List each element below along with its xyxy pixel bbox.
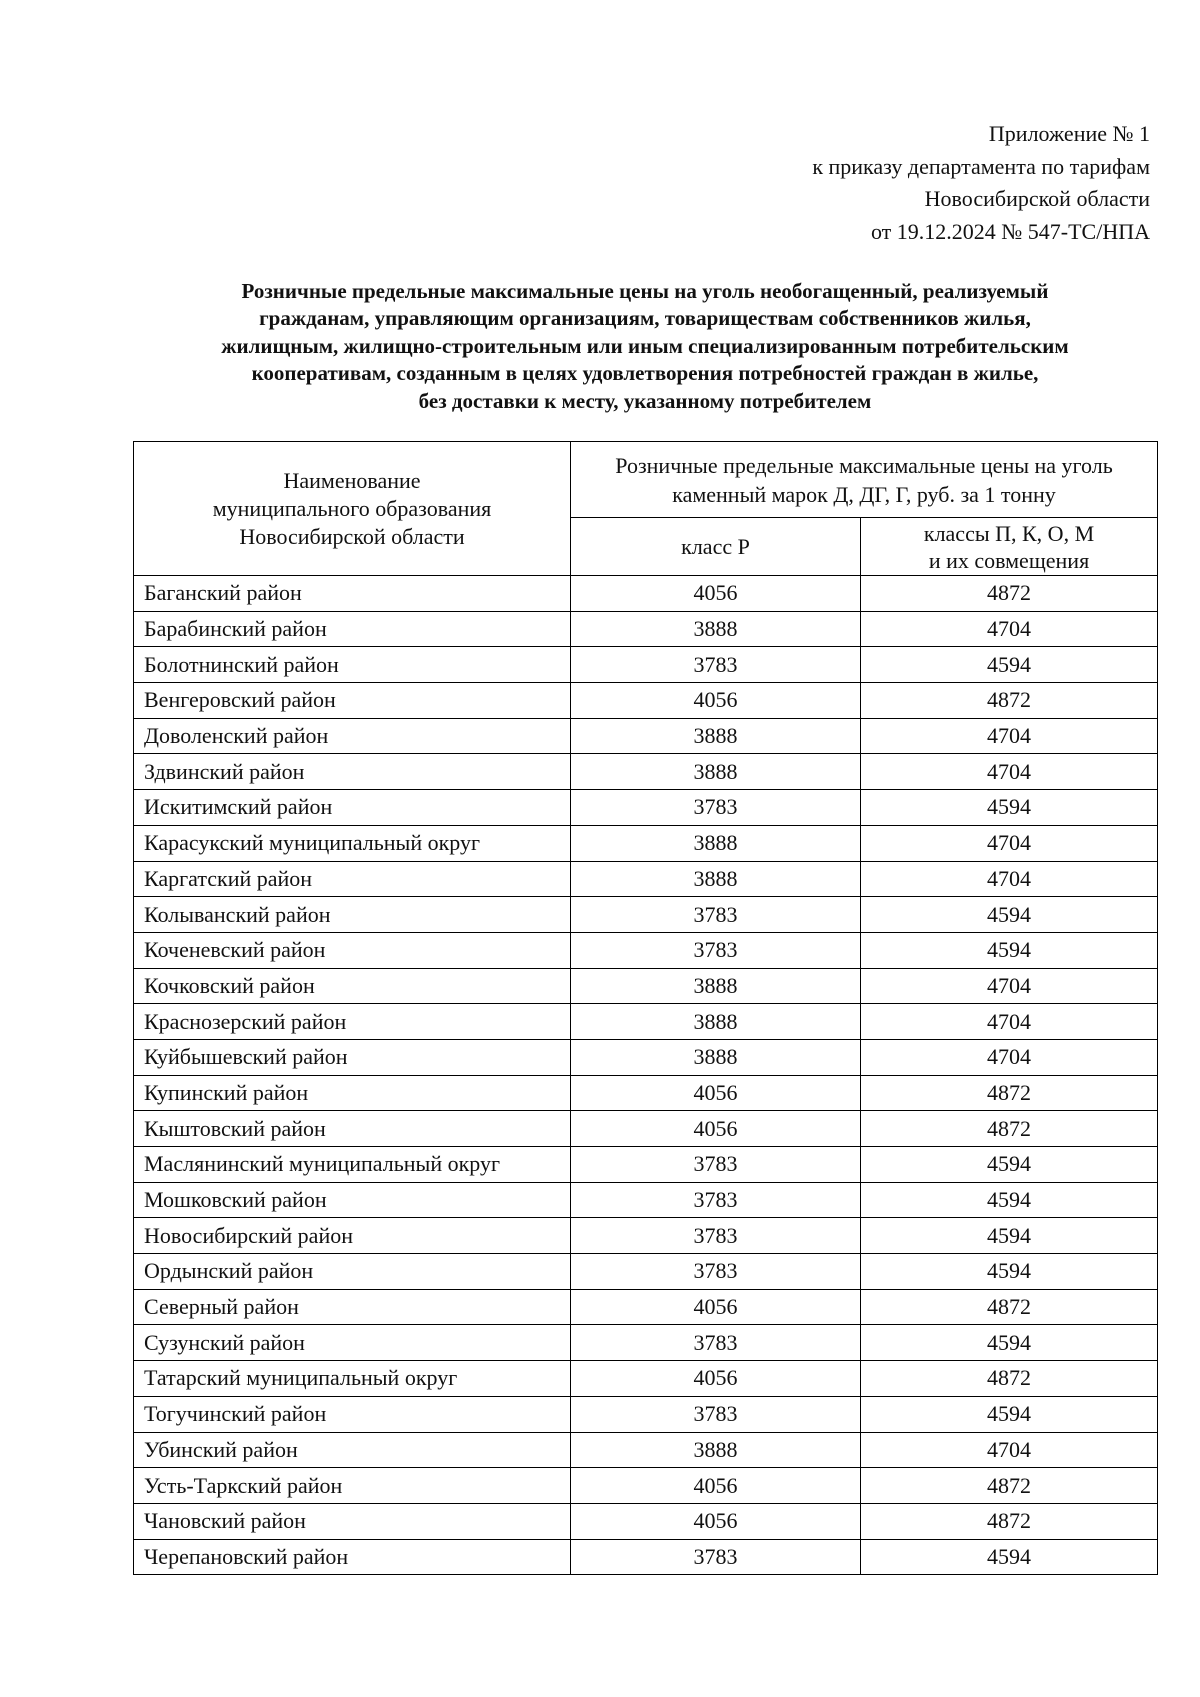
price-class-p-cell: 3888 [571, 1039, 861, 1075]
price-class-pkom-cell: 4594 [861, 1325, 1158, 1361]
table-row [134, 825, 1158, 861]
price-class-p-cell: 3888 [571, 1004, 861, 1040]
price-table [133, 441, 1158, 1575]
price-class-pkom-cell: 4704 [861, 754, 1158, 790]
annex-order-ref: к приказу департамента по тарифам [812, 153, 1150, 179]
price-class-p-cell: 3783 [571, 1182, 861, 1218]
price-class-pkom-cell: 4594 [861, 932, 1158, 968]
municipality-cell: Черепановский район [134, 1539, 571, 1575]
municipality-cell: Чановский район [134, 1503, 571, 1539]
price-class-pkom-cell: 4704 [861, 825, 1158, 861]
table-row [134, 1432, 1158, 1468]
table-row [134, 1254, 1158, 1290]
price-class-p-cell: 3888 [571, 718, 861, 754]
table-row [134, 754, 1158, 790]
price-class-pkom-cell: 4704 [861, 968, 1158, 1004]
column-header-class-p [571, 518, 861, 576]
price-class-pkom-cell: 4872 [861, 1468, 1158, 1504]
price-class-p-cell: 3888 [571, 968, 861, 1004]
table-row [134, 1182, 1158, 1218]
table-row [134, 1075, 1158, 1111]
column-header-municipality [134, 442, 571, 576]
table-header [134, 442, 1158, 576]
table-row [134, 1147, 1158, 1183]
column-group-header-prices [571, 442, 1158, 518]
price-class-pkom-cell: 4872 [861, 1075, 1158, 1111]
table-row [134, 1111, 1158, 1147]
municipality-cell: Колыванский район [134, 897, 571, 933]
header-text: муниципального образования [212, 495, 492, 521]
municipality-cell: Купинский район [134, 1075, 571, 1111]
municipality-cell: Куйбышевский район [134, 1039, 571, 1075]
annex-block [812, 118, 1150, 248]
header-text: класс Р [681, 534, 750, 559]
table-row [134, 1468, 1158, 1504]
price-class-pkom-cell: 4704 [861, 1039, 1158, 1075]
title-line: кооперативам, созданным в целях удовлетворения потребностей граждан в жилье, [251, 361, 1039, 386]
municipality-cell: Болотнинский район [134, 647, 571, 683]
price-class-pkom-cell: 4594 [861, 647, 1158, 683]
municipality-cell: Татарский муниципальный округ [134, 1361, 571, 1397]
table-row [134, 1004, 1158, 1040]
price-class-p-cell: 4056 [571, 576, 861, 612]
price-class-pkom-cell: 4872 [861, 576, 1158, 612]
municipality-cell: Венгеровский район [134, 683, 571, 719]
price-class-p-cell: 4056 [571, 1468, 861, 1504]
price-class-p-cell: 3783 [571, 647, 861, 683]
municipality-cell: Здвинский район [134, 754, 571, 790]
price-class-p-cell: 4056 [571, 1361, 861, 1397]
header-text: классы П, К, О, М [923, 520, 1095, 546]
price-class-pkom-cell: 4594 [861, 1396, 1158, 1432]
municipality-cell: Ордынский район [134, 1254, 571, 1290]
header-text: Новосибирской области [239, 523, 465, 549]
price-class-p-cell: 4056 [571, 683, 861, 719]
municipality-cell: Маслянинский муниципальный округ [134, 1147, 571, 1183]
municipality-cell: Баганский район [134, 576, 571, 612]
title-line: без доставки к месту, указанному потребителем [418, 388, 872, 413]
price-class-p-cell: 3783 [571, 1254, 861, 1290]
price-class-p-cell: 3783 [571, 790, 861, 826]
municipality-cell: Кочковский район [134, 968, 571, 1004]
table-row [134, 1039, 1158, 1075]
price-class-p-cell: 3888 [571, 825, 861, 861]
table-body [134, 576, 1158, 1575]
annex-date-number: от 19.12.2024 № 547-ТС/НПА [870, 218, 1150, 244]
table-row [134, 1325, 1158, 1361]
price-class-pkom-cell: 4704 [861, 718, 1158, 754]
municipality-cell: Кыштовский район [134, 1111, 571, 1147]
price-class-p-cell: 3783 [571, 1218, 861, 1254]
table-row [134, 1539, 1158, 1575]
price-class-pkom-cell: 4594 [861, 1147, 1158, 1183]
price-class-pkom-cell: 4594 [861, 790, 1158, 826]
annex-number: Приложение № 1 [988, 121, 1150, 146]
price-class-p-cell: 3888 [571, 1432, 861, 1468]
price-class-pkom-cell: 4704 [861, 611, 1158, 647]
municipality-cell: Сузунский район [134, 1325, 571, 1361]
document-title [130, 278, 1160, 415]
municipality-cell: Усть-Таркский район [134, 1468, 571, 1504]
price-class-p-cell: 4056 [571, 1289, 861, 1325]
price-class-pkom-cell: 4872 [861, 1111, 1158, 1147]
price-class-pkom-cell: 4594 [861, 1182, 1158, 1218]
price-class-p-cell: 4056 [571, 1503, 861, 1539]
municipality-cell: Барабинский район [134, 611, 571, 647]
table-row [134, 611, 1158, 647]
header-text: и их совмещения [928, 547, 1090, 573]
municipality-cell: Доволенский район [134, 718, 571, 754]
price-class-pkom-cell: 4594 [861, 1218, 1158, 1254]
price-class-pkom-cell: 4872 [861, 1289, 1158, 1325]
municipality-cell: Краснозерский район [134, 1004, 571, 1040]
price-class-pkom-cell: 4872 [861, 683, 1158, 719]
price-class-pkom-cell: 4594 [861, 897, 1158, 933]
price-class-p-cell: 3888 [571, 611, 861, 647]
table-row [134, 1218, 1158, 1254]
price-class-pkom-cell: 4872 [861, 1503, 1158, 1539]
municipality-cell: Мошковский район [134, 1182, 571, 1218]
header-text: Розничные предельные максимальные цены на уголь [615, 452, 1113, 478]
municipality-cell: Коченевский район [134, 932, 571, 968]
price-class-p-cell: 3783 [571, 1325, 861, 1361]
table-row [134, 897, 1158, 933]
table-row [134, 718, 1158, 754]
price-class-pkom-cell: 4704 [861, 1432, 1158, 1468]
annex-region: Новосибирской области [924, 186, 1150, 211]
municipality-cell: Карасукский муниципальный округ [134, 825, 571, 861]
price-class-p-cell: 4056 [571, 1075, 861, 1111]
municipality-cell: Тогучинский район [134, 1396, 571, 1432]
municipality-cell: Каргатский район [134, 861, 571, 897]
table-row [134, 968, 1158, 1004]
price-class-p-cell: 4056 [571, 1111, 861, 1147]
table-row [134, 683, 1158, 719]
municipality-cell: Убинский район [134, 1432, 571, 1468]
price-class-p-cell: 3783 [571, 1396, 861, 1432]
municipality-cell: Искитимский район [134, 790, 571, 826]
municipality-cell: Новосибирский район [134, 1218, 571, 1254]
price-class-p-cell: 3783 [571, 1147, 861, 1183]
table-row [134, 861, 1158, 897]
table-row [134, 1361, 1158, 1397]
table-row [134, 1289, 1158, 1325]
title-line: жилищным, жилищно-строительным или иным специализированным потребительским [221, 333, 1069, 358]
municipality-cell: Северный район [134, 1289, 571, 1325]
price-class-pkom-cell: 4704 [861, 861, 1158, 897]
table-row [134, 1503, 1158, 1539]
price-class-p-cell: 3783 [571, 897, 861, 933]
price-class-p-cell: 3888 [571, 861, 861, 897]
table-row [134, 647, 1158, 683]
column-header-class-pkom [861, 518, 1158, 576]
table-row [134, 1396, 1158, 1432]
price-class-p-cell: 3783 [571, 1539, 861, 1575]
header-text: Наименование [283, 467, 421, 493]
title-line: гражданам, управляющим организациям, товариществам собственников жилья, [259, 306, 1031, 331]
header-text: каменный марок Д, ДГ, Г, руб. за 1 тонну [672, 481, 1056, 507]
price-class-pkom-cell: 4594 [861, 1539, 1158, 1575]
table-row [134, 576, 1158, 612]
table-row [134, 790, 1158, 826]
price-class-p-cell: 3783 [571, 932, 861, 968]
title-line: Розничные предельные максимальные цены на уголь необогащенный, реализуемый [241, 279, 1049, 303]
table-row [134, 932, 1158, 968]
price-class-pkom-cell: 4704 [861, 1004, 1158, 1040]
price-class-pkom-cell: 4872 [861, 1361, 1158, 1397]
price-class-p-cell: 3888 [571, 754, 861, 790]
price-class-pkom-cell: 4594 [861, 1254, 1158, 1290]
